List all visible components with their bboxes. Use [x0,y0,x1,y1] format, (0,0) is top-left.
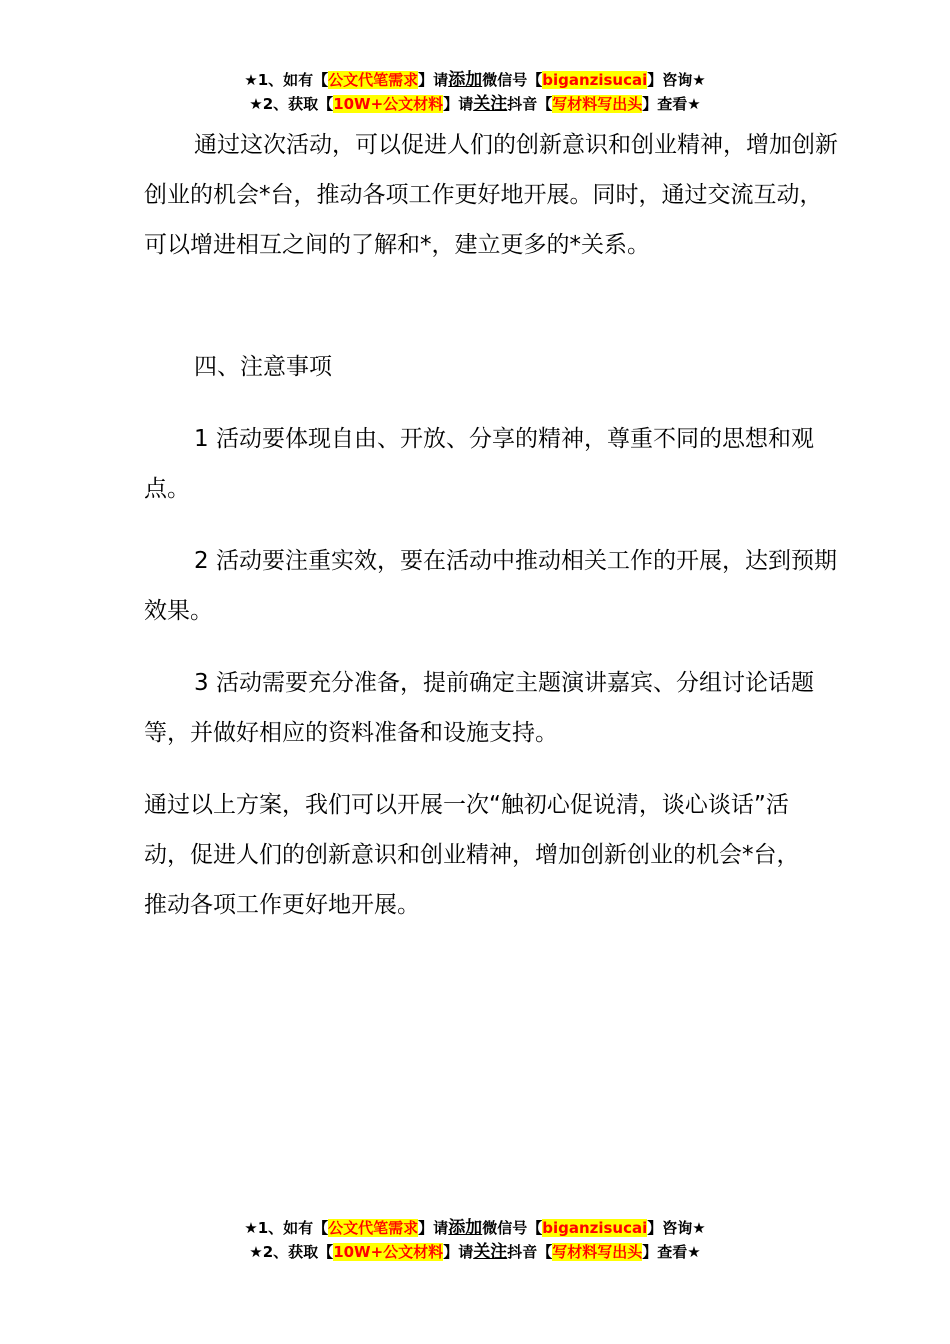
footer-highlight-materials: 10W+公文材料 [333,1243,444,1261]
highlight-wechat-id: biganzisucai [542,71,648,89]
footer-highlight-douyin: 写材料写出头 [552,1243,643,1261]
banner-line-1: ★1、如有【公文代笔需求】请添加微信号【biganzisucai】咨询★ [244,70,706,90]
highlight-service: 公文代笔需求 [328,71,419,89]
banner-line-2: ★2、获取【10W+公文材料】请关注抖音【写材料写出头】查看★ [249,94,701,114]
section-heading-notes: 四、注意事项 [194,354,332,380]
footer-line-1: ★1、如有【公文代笔需求】请添加微信号【biganzisucai】咨询★ [244,1218,706,1238]
header-banner [0,68,950,116]
footer-banner [0,1216,950,1264]
footer-highlight-wechat-id: biganzisucai [542,1219,648,1237]
highlight-materials: 10W+公文材料 [333,95,444,113]
note-item-3: 3 活动需要充分准备，提前确定主题演讲嘉宾、分组讨论话题等，并做好相应的资料准备和设施支持。 [144,670,814,746]
footer-highlight-service: 公文代笔需求 [328,1219,419,1237]
footer-line-2: ★2、获取【10W+公文材料】请关注抖音【写材料写出头】查看★ [249,1242,701,1262]
paragraph-activity-effect: 通过这次活动，可以促进人们的创新意识和创业精神，增加创新创业的机会*台，推动各项工作更好地开展。同时，通过交流互动，可以增进相互之间的了解和*，建立更多的*关系。 [144,132,838,258]
note-item-2: 2 活动要注重实效，要在活动中推动相关工作的开展，达到预期效果。 [144,548,837,624]
note-item-1: 1 活动要体现自由、开放、分享的精神，尊重不同的思想和观点。 [144,426,814,502]
paragraph-conclusion: 通过以上方案，我们可以开展一次“触初心促说清，谈心谈话”活动，促进人们的创新意识和创业精神，增加创新创业的机会*台，推动各项工作更好地开展。 [144,792,800,918]
highlight-douyin: 写材料写出头 [552,95,643,113]
